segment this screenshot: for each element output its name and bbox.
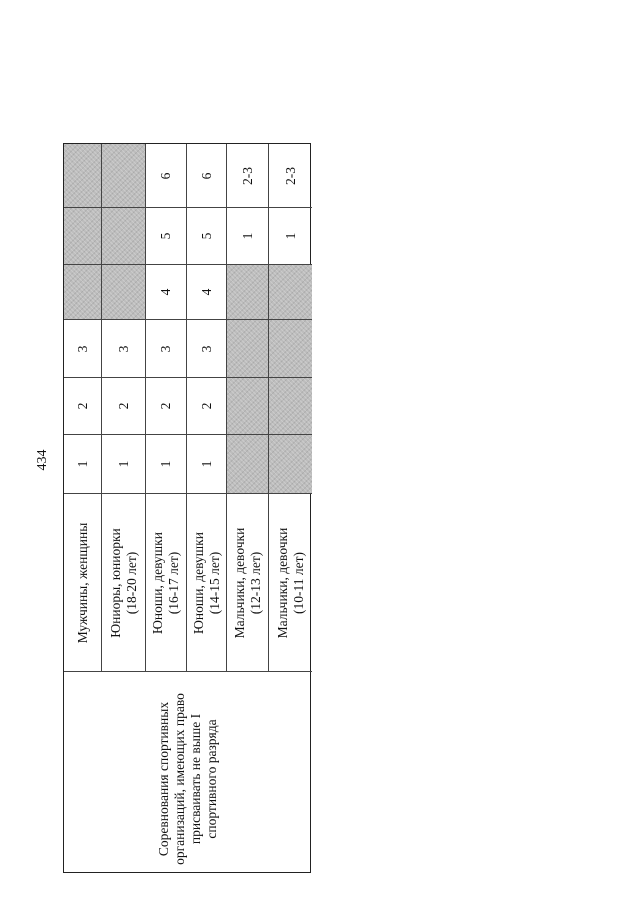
row-label-children-12-13: Мальчики, девочки (12-13 лет) [227, 494, 269, 672]
row-label-youth-16-17: Юноши, девушки (16-17 лет) [146, 494, 187, 672]
table-cell [269, 378, 312, 435]
table-cell: 3 [187, 320, 227, 378]
table-cell [102, 144, 146, 208]
row-label-youth-14-15: Юноши, девушки (14-15 лет) [187, 494, 227, 672]
table-cell: 1 [269, 208, 312, 265]
table-cell: 6 [187, 144, 227, 208]
table-cell: 2 [187, 378, 227, 435]
table-cell: 5 [146, 208, 187, 265]
row-label-men-women: Мужчины, женщины [64, 494, 102, 672]
table-cell: 3 [64, 320, 102, 378]
page-number: 434 [35, 449, 50, 471]
table-cell: 4 [187, 265, 227, 320]
table-cell [227, 320, 269, 378]
table-cell: 5 [187, 208, 227, 265]
table-cell: 1 [102, 435, 146, 494]
table-cell: 2-3 [269, 144, 312, 208]
table-cell: 3 [146, 320, 187, 378]
table-cell [269, 265, 312, 320]
table-cell: 1 [146, 435, 187, 494]
table-cell: 6 [146, 144, 187, 208]
table-cell [64, 144, 102, 208]
ranking-table [63, 143, 311, 873]
table-cell [102, 265, 146, 320]
table-cell: 2 [64, 378, 102, 435]
table-cell [269, 435, 312, 494]
table-cell: 1 [227, 208, 269, 265]
table-cell: 4 [146, 265, 187, 320]
table-cell [227, 378, 269, 435]
table-cell [227, 435, 269, 494]
table-cell: 2 [102, 378, 146, 435]
table-cell [64, 208, 102, 265]
table-cell [269, 320, 312, 378]
table-cell: 1 [187, 435, 227, 494]
table-cell [64, 265, 102, 320]
row-label-juniors: Юниоры, юниорки (18-20 лет) [102, 494, 146, 672]
table-cell: 2 [146, 378, 187, 435]
row-label-children-10-11: Мальчики, девочки (10-11 лет) [269, 494, 312, 672]
table-cell: 1 [64, 435, 102, 494]
table-cell: 3 [102, 320, 146, 378]
table-cell: 2-3 [227, 144, 269, 208]
table-cell [227, 265, 269, 320]
competition-title-cell: Соревнования спортивных организаций, имеющих право присваивать не выше I спортивного разряда [156, 693, 219, 865]
table-cell [102, 208, 146, 265]
